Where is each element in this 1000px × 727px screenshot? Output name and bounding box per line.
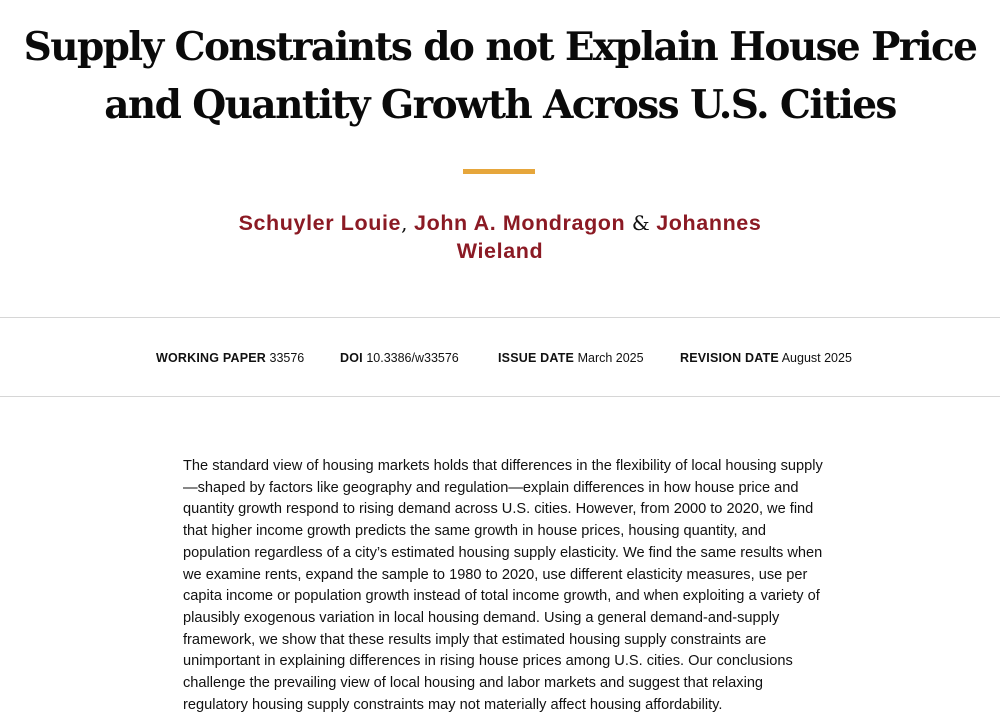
working-paper-value: 33576 bbox=[269, 351, 305, 365]
author-list bbox=[200, 209, 800, 265]
revision-date-label: REVISION DATE bbox=[680, 351, 779, 365]
author-separator: , bbox=[401, 211, 408, 235]
issue-date-value: March 2025 bbox=[577, 351, 644, 365]
revision-date bbox=[680, 350, 852, 366]
page-title: Supply Constraints do not Explain House Price and Quantity Growth Across U.S. Cities bbox=[23, 24, 977, 128]
issue-date bbox=[498, 350, 644, 366]
doi bbox=[340, 350, 459, 366]
paper-metadata-bar bbox=[0, 317, 1000, 397]
author-link-mondragon[interactable]: John A. Mondragon bbox=[414, 211, 626, 235]
doi-value: 10.3386/w33576 bbox=[366, 351, 459, 365]
accent-rule bbox=[463, 169, 535, 174]
author-link-wieland[interactable]: Johannes Wieland bbox=[456, 211, 762, 263]
working-paper-label: WORKING PAPER bbox=[156, 351, 267, 365]
issue-date-label: ISSUE DATE bbox=[498, 351, 575, 365]
author-link-louie[interactable]: Schuyler Louie bbox=[238, 211, 402, 235]
abstract-text: The standard view of housing markets holds that differences in the flexibility of local housing supply—shaped by factors like geography and regulation—explain differences in how house price and quantity growth respond to rising demand across U.S. cities. However, from 2000 to 2020, we find that higher income growth predicts the same growth in house prices, housing quantity, and population regardless of a city’s estimated housing supply elasticity. We find the same results when we examine rents, expand the sample to 1980 to 2020, use different elasticity measures, use per capita income or population growth instead of total income growth, and when exploiting a variety of plausibly exogenous variation in local housing demand. Using a general demand-and-supply framework, we show that these results imply that estimated housing supply constraints are unimportant in explaining differences in rising house prices among U.S. cities. Our conclusions challenge the prevailing view of local housing and labor markets and suggest that relaxing regulatory housing supply constraints may not materially affect housing affordability. bbox=[183, 458, 823, 713]
doi-label: DOI bbox=[340, 351, 363, 365]
title-block bbox=[0, 18, 1000, 134]
author-separator-and: & bbox=[631, 211, 650, 235]
working-paper-number bbox=[156, 350, 304, 366]
revision-date-value: August 2025 bbox=[781, 351, 852, 365]
